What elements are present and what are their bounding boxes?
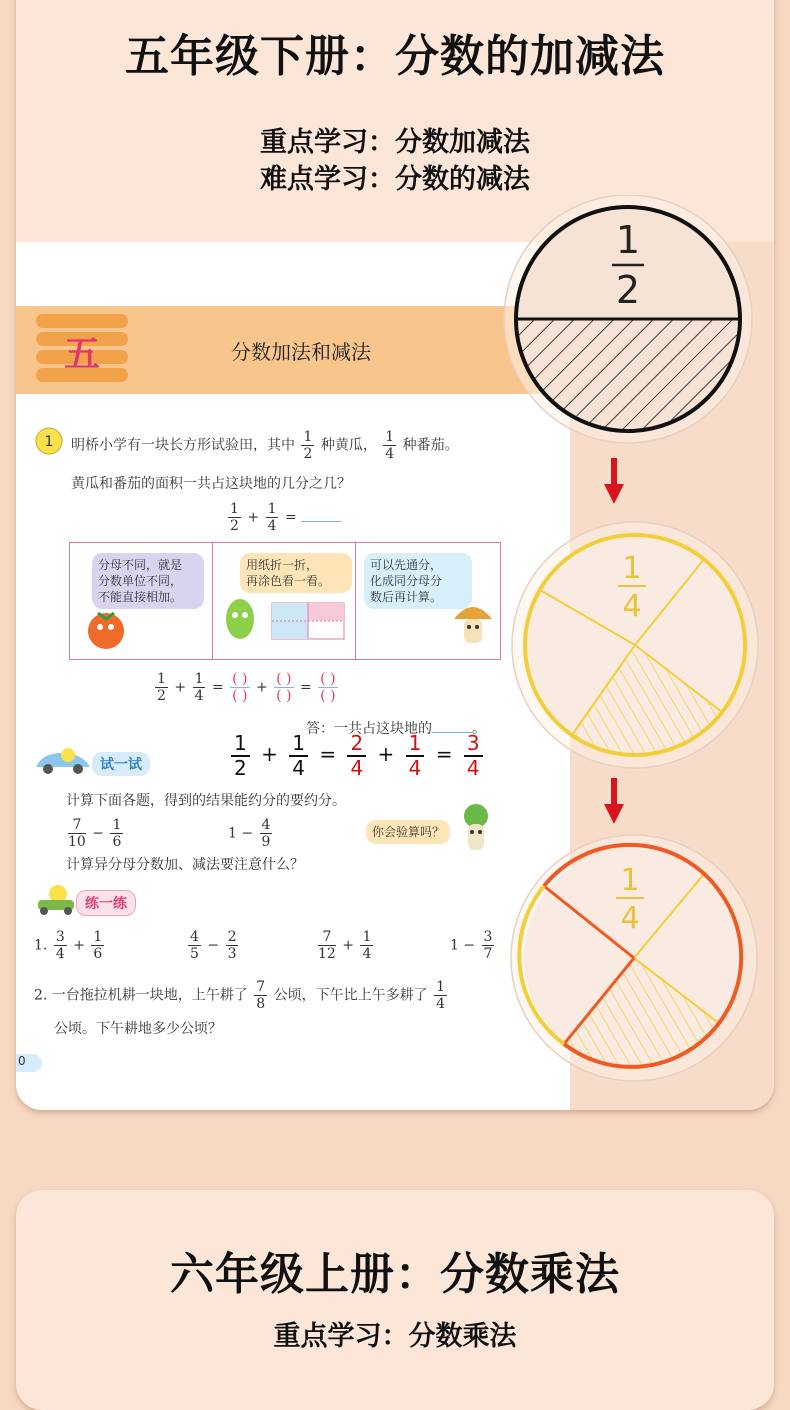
down-arrow-icon (604, 458, 624, 504)
practice-label: 练一练 (76, 890, 136, 916)
hint-bubble-left: 分母不同，就是 分数单位不同， 不能直接相加。 (92, 553, 204, 609)
hint-panel (69, 542, 501, 660)
down-arrow-icon-2 (604, 778, 624, 824)
svg-text:2: 2 (615, 268, 641, 312)
half-circle-diagram (500, 195, 760, 445)
practice-character-icon (32, 882, 80, 916)
focus-line: 重点学习：分数加减法 (260, 127, 530, 158)
practice-q1-b: $\frac{4}{5}$ − $\frac{2}{3}$ (190, 929, 237, 962)
worked-equation: $\frac{1}{2}$ + $\frac{1}{4}$ = $\frac{2}{4}$ + $\frac{1}{4}$ = $\frac{3}{4}$ (226, 733, 488, 778)
example-badge (34, 426, 64, 456)
fill-equation: $\frac{1}{2}$ + $\frac{1}{4}$ = $\frac{( )}{( )}$ + $\frac{( )}{( )}$ = $\frac{( )}{( )}$ (157, 671, 336, 704)
combined-circle-diagram (508, 834, 760, 1084)
practice-q1-d: 1 − $\frac{3}{7}$ (450, 929, 493, 962)
unit-number: 五 (63, 334, 101, 375)
lesson-card-grade6 (16, 1190, 774, 1410)
card-title: 五年级下册：分数的加减法 (125, 31, 665, 82)
card2-focus-line: 重点学习：分数乘法 (273, 1321, 517, 1352)
tomato-character-icon (78, 605, 136, 653)
problem-line-2: 黄瓜和番茄的面积一共占这块地的几分之几？ (71, 476, 351, 492)
problem-line-1: 明桥小学有一块长方形试验田，其中 $\frac{1}{2}$ 种黄瓜， $\frac{1}{4}$ 种番茄。 (71, 429, 459, 462)
car-character-icon (32, 745, 96, 777)
svg-text:1: 1 (620, 863, 640, 898)
unit-title: 分数加法和减法 (231, 340, 371, 364)
try-instruction: 计算下面各题，得到的结果能约分的要约分。 (66, 793, 346, 809)
page-number: 0 (16, 1054, 42, 1072)
mushroom-character-icon (450, 599, 496, 651)
try-question: 计算异分母分数加、减法要注意什么？ (66, 857, 304, 873)
card2-title: 六年级上册：分数乘法 (170, 1249, 620, 1300)
practice-q1-c: $\frac{7}{12}$ + $\frac{1}{4}$ (318, 929, 372, 962)
pea-character-icon (220, 591, 260, 651)
svg-text:1: 1 (615, 218, 641, 262)
practice-q2-line2: 公顷。下午耕地多少公顷？ (54, 1021, 222, 1037)
try-exercise-1: $\frac{7}{10}$ − $\frac{1}{6}$ (68, 817, 122, 850)
practice-q1: 1. $\frac{3}{4}$ + $\frac{1}{6}$ (34, 929, 103, 962)
svg-text:4: 4 (620, 901, 640, 936)
svg-text:4: 4 (622, 589, 642, 624)
svg-text:1: 1 (44, 434, 54, 450)
quarter-circle-diagram (510, 520, 760, 770)
svg-text:1: 1 (622, 551, 642, 586)
difficulty-line: 难点学习：分数的减法 (260, 164, 530, 195)
setup-equation: $\frac{1}{2}$ + $\frac{1}{4}$ = (226, 502, 341, 533)
try-exercise-2: 1 − $\frac{4}{9}$ (228, 817, 271, 850)
unit-seal (32, 310, 132, 390)
answer-line: 答：一共占这块地的 。 (306, 721, 486, 737)
vegetable-character-icon (450, 800, 500, 856)
try-it-label: 试一试 (92, 752, 150, 776)
practice-q2-line1: 2. 一台拖拉机耕一块地，上午耕了 $\frac{7}{8}$ 公顷，下午比上午多耕了 $\frac{1}{4}$ (34, 979, 446, 1012)
verify-bubble: 你会验算吗？ (366, 820, 450, 844)
folded-paper-grid (270, 601, 346, 641)
hint-bubble-middle: 用纸折一折， 再涂色看一看。 (240, 553, 352, 593)
hint-bubble-right: 可以先通分， 化成同分母分 数后再计算。 (364, 553, 472, 609)
